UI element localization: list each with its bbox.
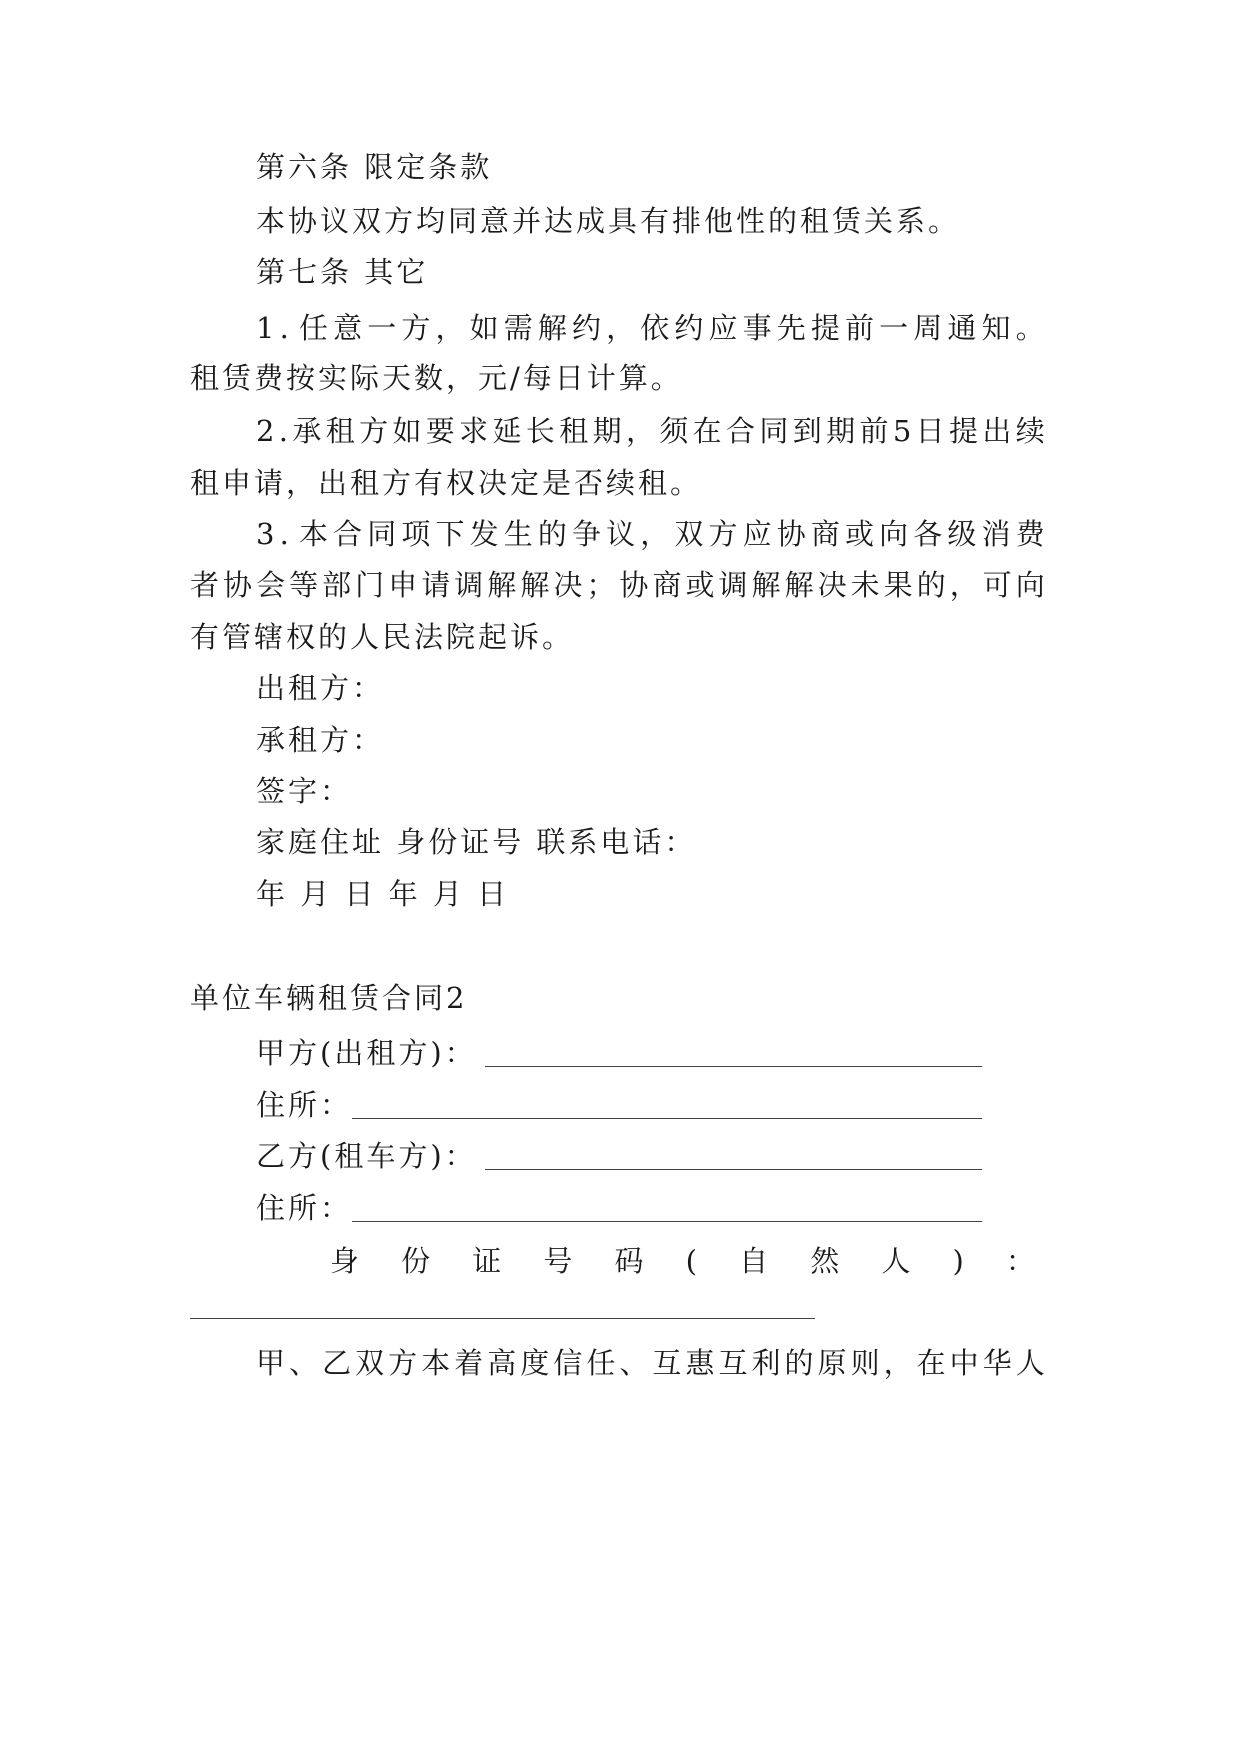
clause-2-line-2: 租申请，出租方有权决定是否续租。 <box>190 466 703 500</box>
contract-2-title: 单位车辆租赁合同2 <box>190 981 468 1015</box>
id-number-label: 身 份 证 号 码 ( 自 然 人 ) ： <box>330 1244 1035 1278</box>
id-number-blank[interactable] <box>190 1318 815 1319</box>
party-a-address-label: 住所： <box>256 1088 353 1122</box>
clause-3-line-1: 3 . 本 合 同 项 下 发 生 的 争 议 ， 双 方 应 协 商 或 向 各 级 消 费 <box>256 517 1045 551</box>
contact-info-label: 家庭住址 身份证号 联系电话： <box>256 825 697 859</box>
date-line: 年 月 日 年 月 日 <box>256 877 510 911</box>
clause-1-line-2: 租赁费按实际天数，元/每日计算。 <box>190 361 683 395</box>
clause-2-line-1: 2 . 承 租 方 如 要 求 延 长 租 期 ， 须 在 合 同 到 期 前 5 日 提 出 续 <box>256 414 1045 448</box>
signature-label: 签字： <box>256 774 353 808</box>
party-b-blank[interactable] <box>485 1169 982 1170</box>
party-b-address-blank[interactable] <box>352 1221 982 1222</box>
clause-1-line-1: 1 . 任 意 一 方 ， 如 需 解 约 ， 依 约 应 事 先 提 前 一 周 通 知 。 <box>256 311 1045 345</box>
party-a-address-blank[interactable] <box>352 1118 982 1119</box>
article-6-body: 本协议双方均同意并达成具有排他性的租赁关系。 <box>256 204 961 238</box>
article-6-heading: 第六条 限定条款 <box>256 150 493 184</box>
party-b-label: 乙方(租车方)： <box>256 1139 477 1173</box>
party-b-address-label: 住所： <box>256 1191 353 1225</box>
article-7-heading: 第七条 其它 <box>256 255 429 289</box>
clause-3-line-2: 者 协 会 等 部 门 申 请 调 解 解 决 ； 协 商 或 调 解 解 决 未 果 的 ， 可 向 <box>190 568 1045 602</box>
lessor-signature-label: 出租方： <box>256 671 385 705</box>
party-a-blank[interactable] <box>485 1066 982 1067</box>
lessee-signature-label: 承租方： <box>256 723 385 757</box>
preamble-line-1: 甲 、 乙 双 方 本 着 高 度 信 任 、 互 惠 互 利 的 原 则 ， 在 中 华 人 <box>256 1346 1045 1380</box>
party-a-label: 甲方(出租方)： <box>256 1036 477 1070</box>
clause-3-line-3: 有管辖权的人民法院起诉。 <box>190 620 575 654</box>
